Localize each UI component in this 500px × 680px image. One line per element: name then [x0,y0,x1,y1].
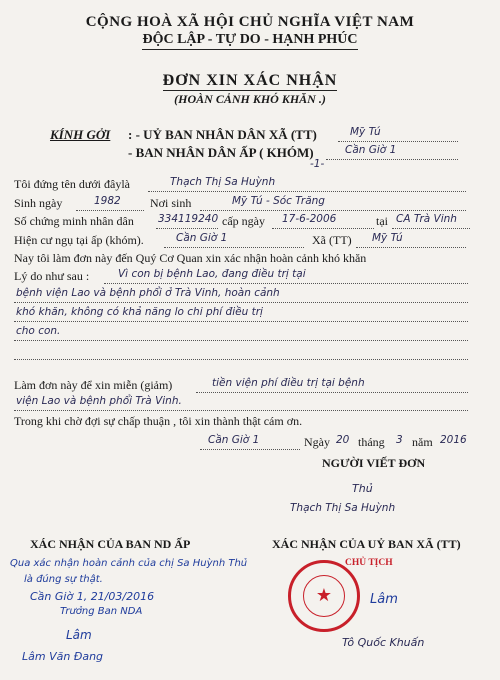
date-month-value: 3 [396,434,403,446]
document-subtitle: (HOÀN CẢNH KHÓ KHĂN .) [174,92,326,106]
place-line [200,449,300,450]
commune-role: CHỦ TỊCH [345,558,393,568]
request-text: Nay tôi làm đơn này đến Quý Cơ Quan xin xác nhận hoàn cảnh khó khăn [14,251,367,265]
commune-label: Xã (TT) [312,233,352,247]
purpose-text-1: tiền viện phí điều trị tại bệnh [212,377,365,389]
reason-label: Lý do như sau : [14,269,90,283]
dob-label: Sinh ngày [14,196,63,210]
reason-line-1 [104,283,468,284]
birthplace-label: Nơi sinh [150,196,192,210]
recipient-hamlet-value: Cần Giờ 1 [345,144,397,156]
purpose-line-2 [14,410,468,411]
id-line [156,228,218,229]
commune-value: Mỹ Tú [372,232,403,244]
date-month-label: tháng [358,435,385,449]
name-value: Thạch Thị Sa Huỳnh [170,176,276,188]
reason-text-2: bệnh viện Lao và bệnh phổi ở Trà Vinh, hoàn cảnh [16,287,280,299]
birthplace-line [200,210,466,211]
recipient-commune: : - UỶ BAN NHÂN DÂN XÃ (TT) [128,127,317,142]
commune-signature: Lâm [370,592,398,607]
commune-confirm-title: XÁC NHẬN CỦA UỶ BAN XÃ (TT) [272,537,461,551]
issue-date-line [272,228,374,229]
star-icon: ★ [315,585,333,605]
reason-text-1: Vì con bị bệnh Lao, đang điều trị tại [118,268,306,280]
issue-date-value: 17-6-2006 [282,213,337,225]
residence-line [164,247,304,248]
residence-value: Cần Giờ 1 [176,232,228,244]
issue-date-label: cấp ngày [222,214,265,228]
id-label: Số chứng minh nhân dân [14,214,134,228]
id-value: 334119240 [158,213,219,225]
dob-line [76,210,144,211]
commune-line [356,247,466,248]
issue-place-label: tại [376,214,388,228]
closing-text: Trong khi chờ đợi sự chấp thuận , tôi xin thành thật cám ơn. [14,414,303,428]
nation-header: CỘNG HOÀ XÃ HỘI CHỦ NGHĨA VIỆT NAM [85,14,415,30]
recipient-commune-value: Mỹ Tú [350,126,381,138]
purpose-text-2: viện Lao và bệnh phổi Trà Vinh. [16,395,182,407]
date-year-label: năm [412,435,433,449]
reason-line-3 [14,321,468,322]
place-value: Cần Giờ 1 [208,434,260,446]
recipient-hamlet-line [326,159,458,160]
issue-place-value: CA Trà Vinh [396,213,457,225]
motto-text: ĐỘC LẬP - TỰ DO - HẠNH PHÚC [142,32,357,50]
birthplace-value: Mỹ Tú - Sóc Trăng [232,195,325,207]
hamlet-note-4: Trưởng Ban NDA [60,606,143,617]
recipients-label: KÍNH GỞI [50,127,111,142]
hamlet-signature: Lâm [66,628,92,642]
reason-line-4 [14,340,468,341]
hamlet-name: Lâm Văn Đang [22,650,104,663]
date-day-value: 20 [336,434,350,446]
purpose-label: Làm đơn này để xin miễn (giảm) [14,378,173,392]
recipient-commune-line [338,141,458,142]
reason-text-4: cho con. [16,325,61,337]
writer-signature: Thủ [352,482,373,495]
hamlet-confirm-title: XÁC NHẬN CỦA BAN ND ẤP [30,537,191,551]
document-title [0,72,500,91]
writer-title: NGƯỜI VIẾT ĐƠN [322,456,426,470]
seal-inner-ring [303,575,345,617]
official-seal-icon [288,560,360,632]
motto-header [0,32,500,50]
date-day-label: Ngày [304,435,330,449]
commune-name: Tô Quốc Khuấn [342,636,425,649]
hamlet-note-1: Qua xác nhận hoàn cảnh của chị Sa Huỳnh Thủ [10,558,248,569]
hamlet-note-3: Cần Giờ 1, 21/03/2016 [30,590,155,603]
recipient-hamlet: - BAN NHÂN DÂN ẤP ( KHÓM) [128,145,314,160]
issue-place-line [392,228,470,229]
name-line [148,191,466,192]
reason-line-5 [14,359,468,360]
recipient-hamlet-mark: -1- [310,158,325,170]
hamlet-note-2: là đúng sự thật. [24,574,103,585]
name-label: Tôi đứng tên dưới đâylà [14,177,130,191]
residence-label: Hiện cư ngụ tại ấp (khóm). [14,233,144,247]
purpose-line-1 [196,392,468,393]
dob-value: 1982 [94,195,121,207]
date-year-value: 2016 [440,434,467,446]
writer-name: Thạch Thị Sa Huỳnh [290,502,396,514]
title-text: ĐƠN XIN XÁC NHẬN [162,72,338,89]
reason-text-3: khó khăn, không có khả năng lo chi phí điều trị [16,306,263,318]
reason-line-2 [14,302,468,303]
